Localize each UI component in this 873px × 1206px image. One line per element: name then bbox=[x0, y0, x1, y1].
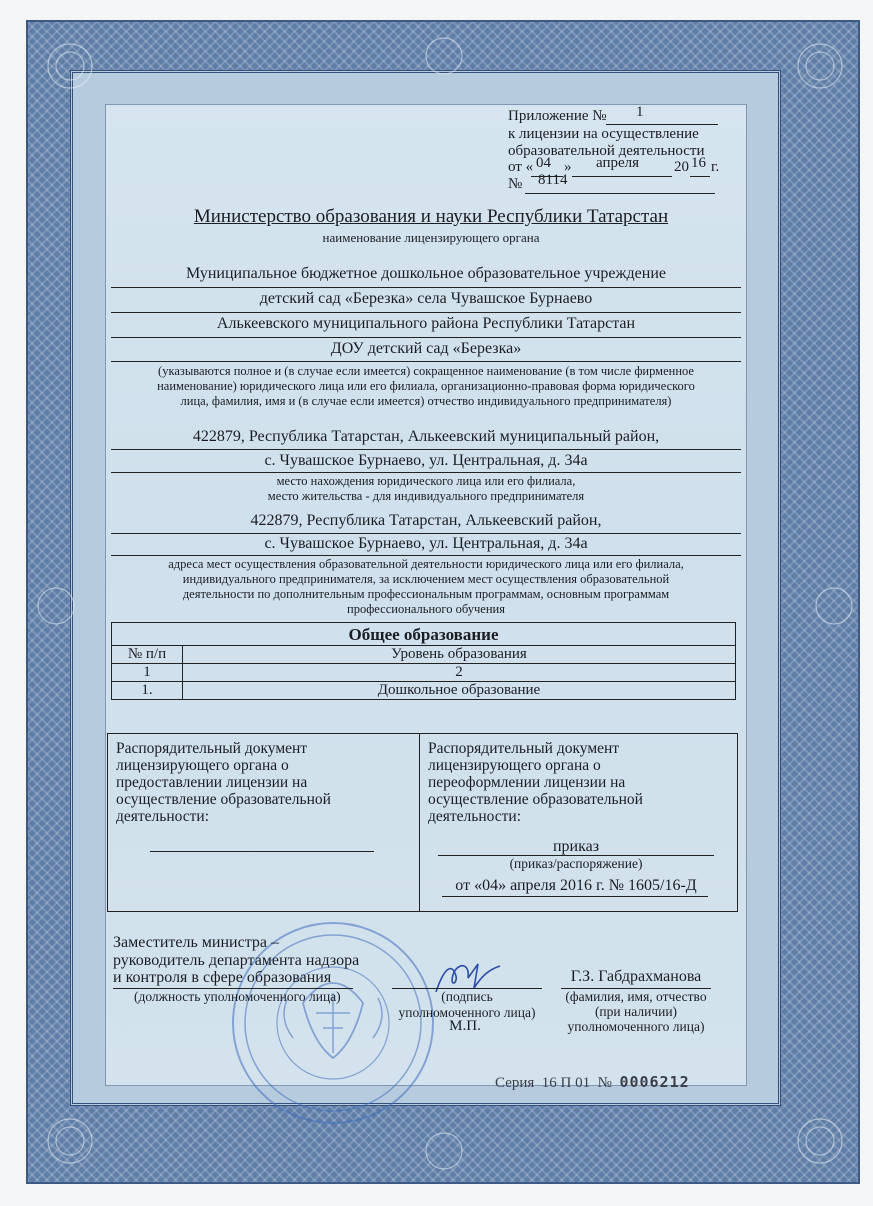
name-caption-3: уполномоченного лица) bbox=[567, 1019, 705, 1034]
signatory-position-3: и контроля в сфере образования bbox=[113, 969, 332, 986]
location-line-1: 422879, Республика Татарстан, Алькеевский муниципальный район, bbox=[192, 428, 660, 445]
ministry-caption: наименование лицензирующего органа bbox=[322, 230, 540, 245]
activity-caption-3: деятельности по дополнительным профессиональным программам, основным программам bbox=[182, 587, 670, 601]
signatory-position-caption: (должность уполномоченного лица) bbox=[134, 989, 341, 1004]
appendix-day: 04 bbox=[536, 155, 551, 171]
decision-doc-date: от «04» апреля 2016 г. № 1605/16-Д bbox=[455, 877, 697, 894]
activity-caption-2: индивидуального предпринимателя, за исключением мест осуществления образовательной bbox=[182, 572, 670, 586]
appendix-year-prefix: 20 bbox=[674, 159, 689, 175]
activity-address-line-2: с. Чувашское Бурнаево, ул. Центральная, д. 34а bbox=[264, 535, 588, 552]
reissue-decision-box bbox=[419, 733, 738, 912]
activity-caption-1: адреса мест осуществления образовательной деятельности юридического лица или его филиала, bbox=[168, 557, 684, 571]
appendix-month: апреля bbox=[596, 155, 640, 171]
org-line-4: ДОУ детский сад «Березка» bbox=[330, 340, 522, 357]
ministry-name: Министерство образования и науки Республики Татарстан bbox=[193, 206, 669, 227]
org-line-3: Алькеевского муниципального района Республики Татарстан bbox=[216, 315, 636, 332]
education-table-title: Общее образование bbox=[112, 623, 736, 646]
col-number-index: 1 bbox=[112, 664, 183, 682]
stamp-place-mp: М.П. bbox=[449, 1018, 481, 1034]
location-line-2: с. Чувашское Бурнаево, ул. Центральная, д. 34а bbox=[264, 452, 588, 469]
decision-doc-type-caption: (приказ/распоряжение) bbox=[509, 856, 643, 871]
signatory-position-1: Заместитель министра – bbox=[113, 934, 279, 951]
decision-doc-type: приказ bbox=[552, 838, 600, 855]
appendix-date-prefix: от « bbox=[508, 159, 534, 175]
signature-caption-1: (подпись bbox=[441, 989, 493, 1004]
table-row-number: 1. bbox=[112, 682, 183, 700]
col-number-header: № п/п bbox=[112, 646, 183, 664]
series-block bbox=[495, 1073, 690, 1092]
signatory-position-2: руководитель департамента надзора bbox=[113, 952, 360, 969]
series-label: Серия bbox=[495, 1075, 535, 1091]
table-row-level: Дошкольное образование bbox=[183, 682, 736, 700]
col-level-header: Уровень образования bbox=[183, 646, 736, 664]
appendix-label: Приложение № bbox=[508, 108, 607, 124]
issue-decision-box bbox=[107, 733, 420, 912]
license-number: 8114 bbox=[538, 172, 568, 188]
series-number-label: № bbox=[597, 1075, 612, 1091]
org-line-1: Муниципальное бюджетное дошкольное образовательное учреждение bbox=[186, 265, 666, 282]
name-caption-2: (при наличии) bbox=[594, 1004, 678, 1019]
series-number: 0006212 bbox=[619, 1073, 690, 1091]
activity-caption-4: профессионального обучения bbox=[347, 602, 505, 616]
reissue-decision-text: Распорядительный документ лицензирующего органа о переоформлении лицензии на осуществление образовательной деятельности: bbox=[428, 740, 643, 825]
activity-address-line-1: 422879, Республика Татарстан, Алькеевский район, bbox=[250, 512, 602, 529]
appendix-year-end: г. bbox=[711, 159, 720, 175]
series-code: 16 П 01 bbox=[541, 1075, 591, 1091]
issue-decision-text: Распорядительный документ лицензирующего органа о предоставлении лицензии на осуществление образовательной деятельности: bbox=[116, 740, 331, 825]
appendix-number: 1 bbox=[636, 104, 644, 120]
location-caption-1: место нахождения юридического лица или его филиала, bbox=[276, 474, 576, 488]
license-number-label: № bbox=[508, 176, 523, 192]
signatory-name: Г.З. Габдрахманова bbox=[570, 968, 702, 985]
org-line-2: детский сад «Березка» села Чувашское Бурнаево bbox=[259, 290, 593, 307]
signature-caption-2: уполномоченного лица) bbox=[398, 1005, 536, 1020]
location-caption-2: место жительства - для индивидуального предпринимателя bbox=[267, 489, 585, 503]
org-caption-2: наименование) юридического лица или его филиала, организационно-правовая форма юридического bbox=[157, 379, 695, 393]
appendix-date-sep: » bbox=[564, 159, 572, 175]
org-caption-1: (указываются полное и (в случае если имеется) сокращенное наименование (в том числе фирменное bbox=[158, 364, 694, 378]
appendix-line3: образовательной деятельности bbox=[508, 143, 705, 159]
appendix-year-suffix: 16 bbox=[691, 155, 706, 171]
org-caption-3: лица, фамилия, имя и (в случае если имеется) отчество индивидуального предпринимателя) bbox=[180, 394, 672, 408]
col-level-index: 2 bbox=[183, 664, 736, 682]
name-caption-1: (фамилия, имя, отчество bbox=[565, 989, 707, 1004]
appendix-line2: к лицензии на осуществление bbox=[508, 126, 699, 142]
education-table bbox=[111, 622, 736, 700]
